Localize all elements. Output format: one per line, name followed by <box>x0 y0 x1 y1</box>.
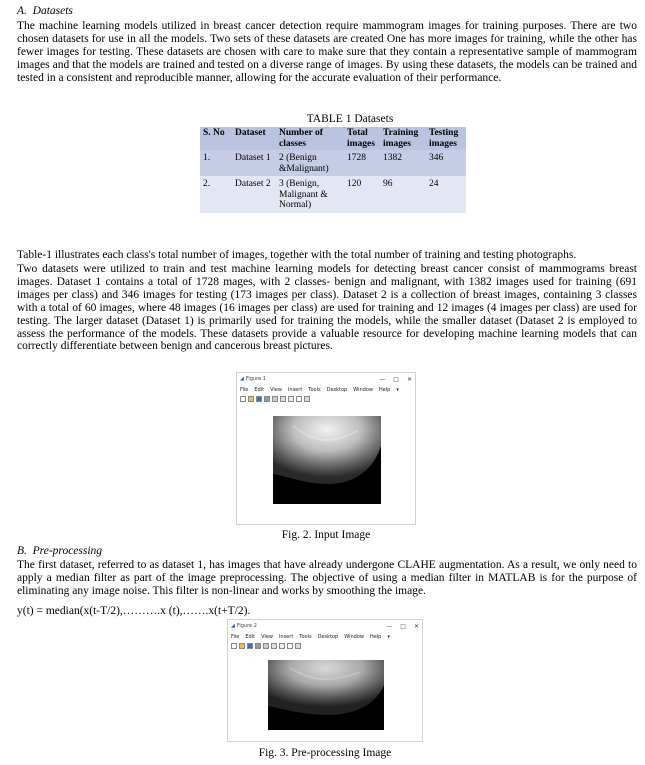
table-cell: 120 <box>344 176 380 213</box>
open-file-icon[interactable] <box>239 643 245 649</box>
table-cell: 2. <box>200 176 232 213</box>
close-icon[interactable]: ✕ <box>406 375 412 383</box>
link-plot-icon[interactable] <box>272 396 278 402</box>
link-plot-icon[interactable] <box>263 643 269 649</box>
menu-overflow-icon[interactable]: ▾ <box>387 633 390 640</box>
figure-3-titlebar <box>228 620 422 632</box>
save-icon[interactable] <box>256 396 262 402</box>
property-editor-icon[interactable] <box>295 643 301 649</box>
datasets-table <box>200 127 466 213</box>
table-header-cell: Training images <box>380 127 426 150</box>
section-b-heading: B. Pre-processing <box>17 545 103 557</box>
edit-plot-icon[interactable] <box>296 396 302 402</box>
print-icon[interactable] <box>264 396 270 402</box>
matlab-logo-icon: ◢ <box>231 623 235 629</box>
print-icon[interactable] <box>255 643 261 649</box>
table-header-cell: Dataset <box>232 127 276 150</box>
section-a-paragraph: The machine learning models utilized in breast cancer detection require mammogram images for training purposes. There are two chosen datasets for use in all the models. Two sets of these datasets are created One has more images for training, while the other has fewer images for testing. These datasets are chosen with care to make sure that they contain a representative sample of mammogram images and that the models are trained and tested on a diverse range of images. By using these datasets, the models can be trained and tested in a consistent and reproducible manner, allowing for the accurate evaluation of their performance. <box>17 20 637 84</box>
table-row <box>200 150 466 176</box>
table-cell: Dataset 2 <box>232 176 276 213</box>
menu-overflow-icon[interactable]: ▾ <box>396 386 399 393</box>
table-cell: 1728 <box>344 150 380 176</box>
table-header-cell: Testing images <box>426 127 466 150</box>
menu-desktop[interactable]: Desktop <box>317 633 339 640</box>
table-header-row <box>200 127 466 150</box>
menu-insert[interactable]: Insert <box>287 386 303 393</box>
menu-tools[interactable]: Tools <box>308 386 321 393</box>
figure-3-window-title: Figure 2 <box>236 623 257 629</box>
menu-edit[interactable]: Edit <box>245 633 256 640</box>
figure-2-caption: Fig. 2. Input Image <box>281 529 371 541</box>
open-file-icon[interactable] <box>248 396 254 402</box>
menu-file[interactable]: File <box>240 386 249 393</box>
datasets-detail-paragraph: Two datasets were utilized to train and test machine learning models for detecting breast cancer consist of mammograms breast images. Dataset 1 contains a total of 1728 mages, with 2 classes- benign and malignant, with 1382 images used for training (691 images per class) and 346 images for testing (173 images per class). Dataset 2 is a collection of breast images, containing 3 classes with a total of 60 images, where 48 images (16 images per class) are used for training and 12 images (4 images per class) are used for testing. The larger dataset (Dataset 1) is primarily used for training the models, while the smaller dataset (Dataset 2 is employed to assess the performance of the models. These datasets provide a valuable resource for developing machine learning models that can correctly differentiate between benign and cancerous breast pictures. <box>17 263 637 353</box>
median-filter-equation: y(t) = median(x(t-T/2),……….x (t),…….x(t+T/2). <box>17 605 251 617</box>
figure-2-titlebar <box>237 373 415 385</box>
table-cell: Dataset 1 <box>232 150 276 176</box>
insert-colorbar-icon[interactable] <box>280 396 286 402</box>
figure-3-toolbar <box>228 641 422 651</box>
table-title: TABLE 1 Datasets <box>306 113 394 125</box>
table-cell: 346 <box>426 150 466 176</box>
minimize-icon[interactable]: — <box>386 622 393 630</box>
save-icon[interactable] <box>247 643 253 649</box>
menu-edit[interactable]: Edit <box>254 386 265 393</box>
menu-insert[interactable]: Insert <box>278 633 294 640</box>
menu-tools[interactable]: Tools <box>299 633 312 640</box>
maximize-icon[interactable]: □ <box>400 622 406 630</box>
preprocessed-mammogram-image <box>268 660 384 730</box>
menu-desktop[interactable]: Desktop <box>326 386 348 393</box>
table-cell: 1. <box>200 150 232 176</box>
insert-legend-icon[interactable] <box>279 643 285 649</box>
figure-3-window <box>227 619 423 742</box>
section-b-paragraph: The first dataset, referred to as dataset 1, has images that have already undergone CLAHE augmentation. As a result, we only need to apply a median filter as part of the image preprocessing. The objective of using a median filter in MATLAB is for the purpose of eliminating any image noise. This filter is non-linear and works by smoothing the image. <box>17 559 637 597</box>
menu-file[interactable]: File <box>231 633 240 640</box>
insert-colorbar-icon[interactable] <box>271 643 277 649</box>
figure-3-menubar <box>228 632 422 641</box>
input-mammogram-image <box>273 416 381 504</box>
new-figure-icon[interactable] <box>231 643 237 649</box>
menu-help[interactable]: Help <box>378 386 391 393</box>
table-cell: 3 (Benign, Malignant & Normal) <box>276 176 344 213</box>
figure-2-window <box>236 372 416 525</box>
close-icon[interactable]: ✕ <box>413 622 419 630</box>
table-row <box>200 176 466 213</box>
edit-plot-icon[interactable] <box>287 643 293 649</box>
property-editor-icon[interactable] <box>304 396 310 402</box>
figure-3-caption: Fig. 3. Pre-processing Image <box>258 747 392 759</box>
table-header-cell: S. No <box>200 127 232 150</box>
figure-2-toolbar <box>237 394 415 404</box>
menu-help[interactable]: Help <box>369 633 382 640</box>
new-figure-icon[interactable] <box>240 396 246 402</box>
maximize-icon[interactable]: □ <box>393 375 399 383</box>
menu-view[interactable]: View <box>270 386 282 393</box>
matlab-logo-icon: ◢ <box>240 376 244 382</box>
menu-window[interactable]: Window <box>353 386 373 393</box>
menu-view[interactable]: View <box>261 633 273 640</box>
insert-legend-icon[interactable] <box>288 396 294 402</box>
table-cell: 96 <box>380 176 426 213</box>
section-a-heading: A. Datasets <box>17 5 73 17</box>
figure-2-window-title: Figure 1 <box>245 376 266 382</box>
table-header-cell: Number of classes <box>276 127 344 150</box>
table-cell: 2 (Benign &Malignant) <box>276 150 344 176</box>
figure-2-menubar <box>237 385 415 394</box>
minimize-icon[interactable]: — <box>379 375 386 383</box>
table-note-paragraph: Table-1 illustrates each class's total number of images, together with the total number of training and testing photographs. <box>17 249 577 261</box>
table-header-cell: Total images <box>344 127 380 150</box>
table-cell: 24 <box>426 176 466 213</box>
menu-window[interactable]: Window <box>344 633 364 640</box>
table-cell: 1382 <box>380 150 426 176</box>
